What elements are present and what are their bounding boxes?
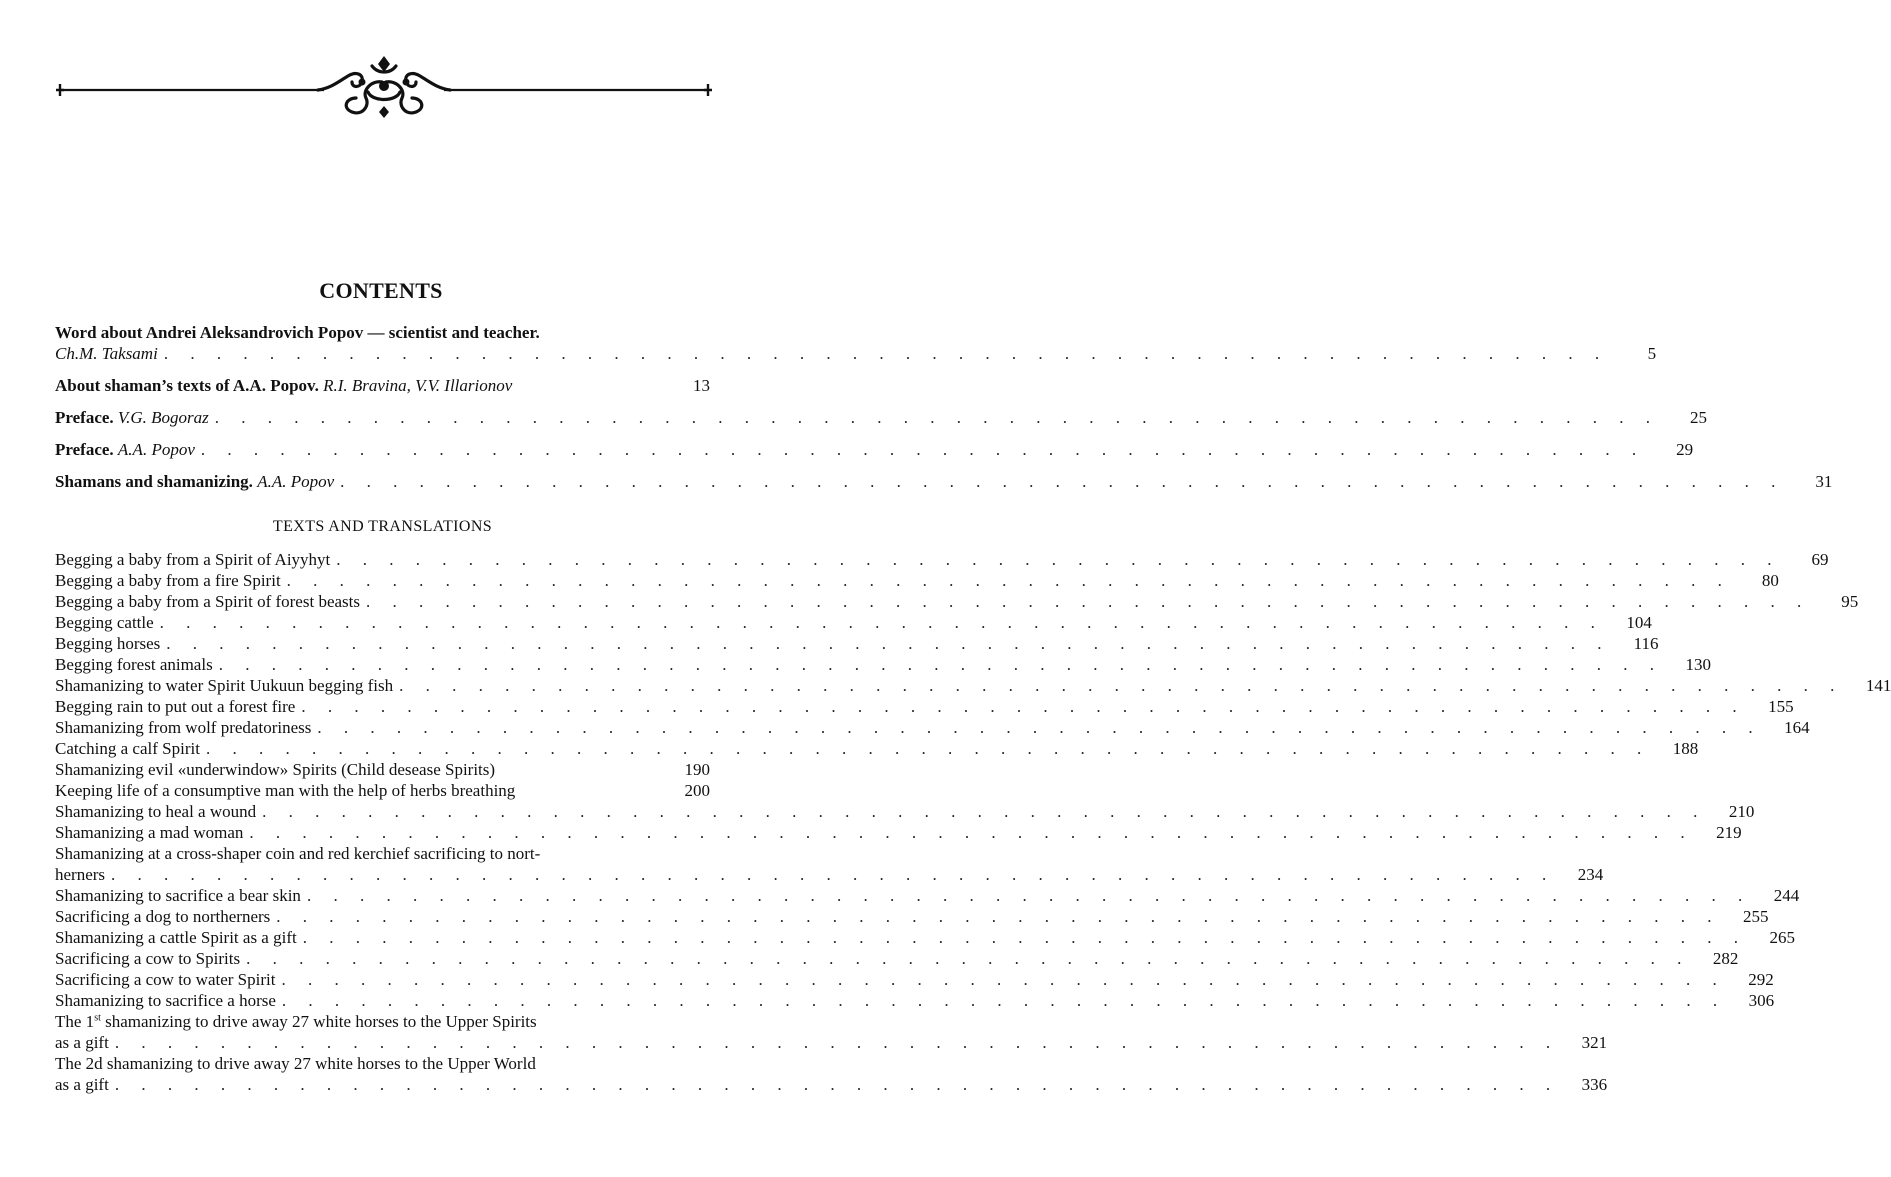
entry-text: Begging a baby from a Spirit of forest beasts bbox=[55, 592, 360, 611]
entry-line bbox=[55, 801, 1755, 822]
entry-line bbox=[55, 591, 1859, 612]
entry-line bbox=[55, 969, 1774, 990]
contents-entry bbox=[55, 322, 1657, 364]
dot-leader: . . . . . . . . . . . . . . . . . . . . . . . . . . . . . . . . . . . . . . . . . . . . . . . . . . . . . . . bbox=[317, 718, 1762, 737]
entry-line bbox=[55, 738, 1699, 759]
entry-author: A.A. Popov bbox=[257, 472, 335, 491]
entry-text: Shamanizing to heal a wound bbox=[55, 802, 257, 821]
page-number: 29 bbox=[1676, 440, 1694, 459]
contents-entry bbox=[55, 822, 1742, 843]
page-number: 282 bbox=[1712, 949, 1739, 968]
entry-text bbox=[55, 375, 512, 396]
dot-leader: . . . . . . . . . . . . . . . . . . . . . . . . . . . . . . . . . . . . . . . . . . . . . . . . . . . . . . . bbox=[306, 886, 1752, 905]
contents-entry bbox=[55, 471, 1833, 492]
dot-leader: . . . . . . . . . . . . . . . . . . . . . . . . . . . . . . . . . . . . . . . . . . . . . . . . . . . . . . . bbox=[200, 440, 1646, 459]
entry-text bbox=[55, 407, 209, 428]
entry-line bbox=[55, 407, 1708, 428]
entry-text-part: The 1 bbox=[55, 1012, 95, 1031]
dot-leader: . . . . . . . . . . . . . . . . . . . . . . . . . . . . . . . . . . . . . . . . . . . . . . . . . . . . . . . bbox=[205, 739, 1651, 758]
page-number: 321 bbox=[1581, 1033, 1608, 1052]
entry-text: Shamanizing from wolf predatoriness bbox=[55, 718, 312, 737]
entry-line bbox=[55, 906, 1769, 927]
decorative-header-ornament bbox=[56, 52, 712, 122]
contents-entry bbox=[55, 969, 1774, 990]
dot-leader: . . . . . . . . . . . . . . . . . . . . . . . . . . . . . . . . . . . . . . . . . . . . . . . . . . . . . . . bbox=[246, 949, 1691, 968]
dot-leader: . . . . . . . . . . . . . . . . . . . . . . . . . . . . . . . . . . . . . . . . . . . . . . . . . . . . . . . bbox=[111, 865, 1556, 884]
entry-text: Catching a calf Spirit bbox=[55, 739, 200, 758]
entry-text: Begging rain to put out a forest fire bbox=[55, 697, 296, 716]
page-number: 80 bbox=[1761, 571, 1779, 590]
contents-entry bbox=[55, 591, 1859, 612]
entry-line bbox=[55, 927, 1795, 948]
entry-first-line: Shamanizing at a cross-shaper coin and red kerchief sacrificing to nort- bbox=[55, 844, 541, 863]
page-number: 219 bbox=[1716, 823, 1742, 842]
section-title: TEXTS AND TRANSLATIONS bbox=[272, 518, 493, 535]
dot-leader: . . . . . . . . . . . . . . . . . . . . . . . . . . . . . . . . . . . . . . . . . . . . . . . . . . . . . . . bbox=[262, 802, 1707, 821]
entry-text: herners bbox=[55, 865, 106, 884]
page-number: 164 bbox=[1784, 718, 1810, 737]
contents-entry bbox=[55, 654, 1711, 675]
contents-entry bbox=[55, 633, 1659, 654]
contents-entry bbox=[55, 990, 1775, 1011]
dot-leader: . . . . . . . . . . . . . . . . . . . . . . . . . . . . . . . . . . . . . . . . . . . . . . . . . . . . . . . bbox=[214, 408, 1660, 427]
dot-leader: . . . . . . . . . . . . . . . . . . . . . . . . . . . . . . . . . . . . . . . . . . . . . . . . . . . . . . . bbox=[166, 634, 1611, 653]
page-number: 210 bbox=[1728, 802, 1755, 821]
contents-entry bbox=[55, 612, 1652, 633]
entry-line bbox=[55, 1032, 1608, 1053]
entry-line bbox=[55, 549, 1829, 570]
contents-entry bbox=[55, 948, 1739, 969]
contents-entry bbox=[55, 1053, 1608, 1095]
page-number: 200 bbox=[684, 781, 710, 800]
entry-author: A.A. Popov bbox=[117, 440, 195, 459]
entry-line bbox=[55, 717, 1810, 738]
entry-line bbox=[55, 375, 710, 396]
entry-line bbox=[55, 822, 1742, 843]
entry-line bbox=[55, 675, 1891, 696]
page-number: 265 bbox=[1769, 928, 1795, 947]
contents-entry bbox=[55, 375, 710, 396]
entry-text: Begging cattle bbox=[55, 613, 154, 632]
page-number: 13 bbox=[693, 376, 710, 395]
page-title: CONTENTS bbox=[319, 278, 443, 303]
entry-line bbox=[55, 759, 710, 780]
contents-entry bbox=[55, 927, 1795, 948]
contents-entry bbox=[55, 885, 1800, 906]
entry-line bbox=[55, 780, 710, 801]
contents-major-entries bbox=[55, 322, 1833, 503]
entry-text: Begging a baby from a fire Spirit bbox=[55, 571, 281, 590]
entry-text: Begging a baby from a Spirit of Aiyyhyt bbox=[55, 550, 331, 569]
section-block bbox=[55, 504, 1891, 1095]
dot-leader: . . . . . . . . . . . . . . . . . . . . . . . . . . . . . . . . . . . . . . . . . . . . . . . . . . . . . . . bbox=[159, 613, 1604, 632]
dot-leader: . . . . . . . . . . . . . . . . . . . . . . . . . . . . . . . . . . . . . . . . . . . . . . . . . . . . . . . bbox=[218, 655, 1663, 674]
entry-line bbox=[55, 612, 1652, 633]
entry-line bbox=[55, 864, 1604, 885]
entry-text: Shamanizing a mad woman bbox=[55, 823, 244, 842]
entry-author: R.I. Bravina, V.V. Illarionov bbox=[323, 376, 513, 395]
entry-text: Keeping life of a consumptive man with the help of herbs breathing bbox=[55, 781, 516, 800]
dot-leader: . . . . . . . . . . . . . . . . . . . . . . . . . . . . . . . . . . . . . . . . . . . . . . . . . . . . . . . bbox=[249, 823, 1694, 842]
page-number: 188 bbox=[1672, 739, 1699, 758]
entry-text: Shamanizing a cattle Spirit as a gift bbox=[55, 928, 297, 947]
entry-text: Begging horses bbox=[55, 634, 161, 653]
contents-entry bbox=[55, 549, 1829, 570]
entry-title: Preface. bbox=[55, 440, 114, 459]
entry-line bbox=[55, 471, 1833, 492]
dot-leader: . . . . . . . . . . . . . . . . . . . . . . . . . . . . . . . . . . . . . . . . . . . . . . . . . . . . . . . bbox=[114, 1033, 1560, 1052]
page-number: 95 bbox=[1841, 592, 1859, 611]
dot-leader: . . . . . . . . . . . . . . . . . . . . . . . . . . . . . . . . . . . . . . . . . . . . . . . . . . . . . . . bbox=[399, 676, 1844, 695]
entry-first-line bbox=[55, 1011, 710, 1032]
entry-text: Sacrificing a cow to Spirits bbox=[55, 949, 241, 968]
contents-entry bbox=[55, 407, 1708, 428]
entry-text: Shamanizing to sacrifice a horse bbox=[55, 991, 276, 1010]
entry-author: V.G. Bogoraz bbox=[117, 408, 209, 427]
entry-text: Begging forest animals bbox=[55, 655, 213, 674]
contents-entry bbox=[55, 696, 1794, 717]
entry-line bbox=[55, 654, 1711, 675]
page-number: 255 bbox=[1743, 907, 1769, 926]
dot-leader: . . . . . . . . . . . . . . . . . . . . . . . . . . . . . . . . . . . . . . . . . . . . . . . . . . . . . . . bbox=[286, 571, 1731, 590]
entry-line bbox=[55, 633, 1659, 654]
ordinal-suffix: st bbox=[94, 1012, 101, 1024]
contents-entry bbox=[55, 780, 710, 801]
entry-first-line bbox=[55, 322, 710, 343]
page-number: 5 bbox=[1647, 344, 1657, 363]
entry-line bbox=[55, 990, 1775, 1011]
page-number: 155 bbox=[1768, 697, 1794, 716]
contents-entry bbox=[55, 738, 1699, 759]
contents-entry bbox=[55, 759, 710, 780]
page-number: 141 bbox=[1865, 676, 1891, 695]
page-number: 130 bbox=[1685, 655, 1711, 674]
dot-leader: . . . . . . . . . . . . . . . . . . . . . . . . . . . . . . . . . . . . . . . . . . . . . . . . . . . . . . . bbox=[366, 592, 1811, 611]
entry-text: Shamanizing to water Spirit Uukuun begging fish bbox=[55, 676, 394, 695]
dot-leader: . . . . . . . . . . . . . . . . . . . . . . . . . . . . . . . . . . . . . . . . . . . . . . . . . . . . . . . bbox=[276, 907, 1721, 926]
dot-leader: . . . . . . . . . . . . . . . . . . . . . . . . . . . . . . . . . . . . . . . . . . . . . . . . . . . . . . . bbox=[281, 991, 1727, 1010]
entry-line bbox=[55, 1074, 1608, 1095]
contents-entry bbox=[55, 801, 1755, 822]
page-number: 104 bbox=[1626, 613, 1652, 632]
entry-author: Ch.M. Taksami bbox=[55, 344, 158, 363]
page-number: 69 bbox=[1811, 550, 1829, 569]
dot-leader: . . . . . . . . . . . . . . . . . . . . . . . . . . . . . . . . . . . . . . . . . . . . . . . . . . . . . . . bbox=[301, 697, 1746, 716]
entry-title: About shaman’s texts of A.A. Popov. bbox=[55, 376, 319, 395]
page-number: 234 bbox=[1577, 865, 1604, 884]
contents-entry bbox=[55, 675, 1891, 696]
entry-text: as a gift bbox=[55, 1075, 109, 1094]
dot-leader: . . . . . . . . . . . . . . . . . . . . . . . . . . . . . . . . . . . . . . . . . . . . . . . . . . . . . . . bbox=[340, 472, 1785, 491]
dot-leader: . . . . . . . . . . . . . . . . . . . . . . . . . . . . . . . . . . . . . . . . . . . . . . . . . . . . . . . bbox=[163, 344, 1609, 363]
dot-leader: . . . . . . . . . . . . . . . . . . . . . . . . . . . . . . . . . . . . . . . . . . . . . . . . . . . . . . . bbox=[114, 1075, 1560, 1094]
contents-entry bbox=[55, 439, 1694, 460]
contents-entry bbox=[55, 570, 1779, 591]
page-number: 244 bbox=[1773, 886, 1800, 905]
page-number: 116 bbox=[1633, 634, 1659, 653]
contents-entry bbox=[55, 717, 1810, 738]
dot-leader: . . . . . . . . . . . . . . . . . . . . . . . . . . . . . . . . . . . . . . . . . . . . . . . . . . . . . . . bbox=[302, 928, 1747, 947]
page-number: 190 bbox=[684, 760, 710, 779]
page-number: 31 bbox=[1815, 472, 1833, 491]
contents-entry bbox=[55, 1011, 1608, 1053]
entry-text: Shamanizing to sacrifice a bear skin bbox=[55, 886, 301, 905]
entry-first-line: The 2d shamanizing to drive away 27 white horses to the Upper World bbox=[55, 1054, 536, 1073]
contents-entry bbox=[55, 843, 1604, 885]
page-number: 306 bbox=[1748, 991, 1775, 1010]
entry-line bbox=[55, 570, 1779, 591]
entry-line bbox=[55, 696, 1794, 717]
entry-line bbox=[55, 948, 1739, 969]
dot-leader: . . . . . . . . . . . . . . . . . . . . . . . . . . . . . . . . . . . . . . . . . . . . . . . . . . . . . . . bbox=[336, 550, 1781, 569]
page-number: 292 bbox=[1748, 970, 1774, 989]
entry-text: Sacrificing a cow to water Spirit bbox=[55, 970, 276, 989]
entry-title: Word about Andrei Aleksandrovich Popov — scientist and teacher. bbox=[55, 323, 540, 342]
contents-entry-list bbox=[55, 549, 1891, 1095]
entry-line bbox=[55, 343, 1657, 364]
page-number: 336 bbox=[1581, 1075, 1608, 1094]
entry-line bbox=[55, 885, 1800, 906]
page-number: 25 bbox=[1690, 408, 1708, 427]
contents-entry bbox=[55, 906, 1769, 927]
entry-text bbox=[55, 439, 195, 460]
entry-text: Shamanizing evil «underwindow» Spirits (Child desease Spirits) bbox=[55, 760, 496, 779]
dot-leader: . . . . . . . . . . . . . . . . . . . . . . . . . . . . . . . . . . . . . . . . . . . . . . . . . . . . . . . bbox=[281, 970, 1726, 989]
entry-text: as a gift bbox=[55, 1033, 109, 1052]
entry-title: Shamans and shamanizing. bbox=[55, 472, 253, 491]
entry-text: Sacrificing a dog to northerners bbox=[55, 907, 271, 926]
entry-text bbox=[55, 471, 334, 492]
entry-title: Preface. bbox=[55, 408, 114, 427]
entry-text-part: shamanizing to drive away 27 white horses to the Upper Spirits bbox=[100, 1012, 537, 1031]
entry-line bbox=[55, 439, 1694, 460]
